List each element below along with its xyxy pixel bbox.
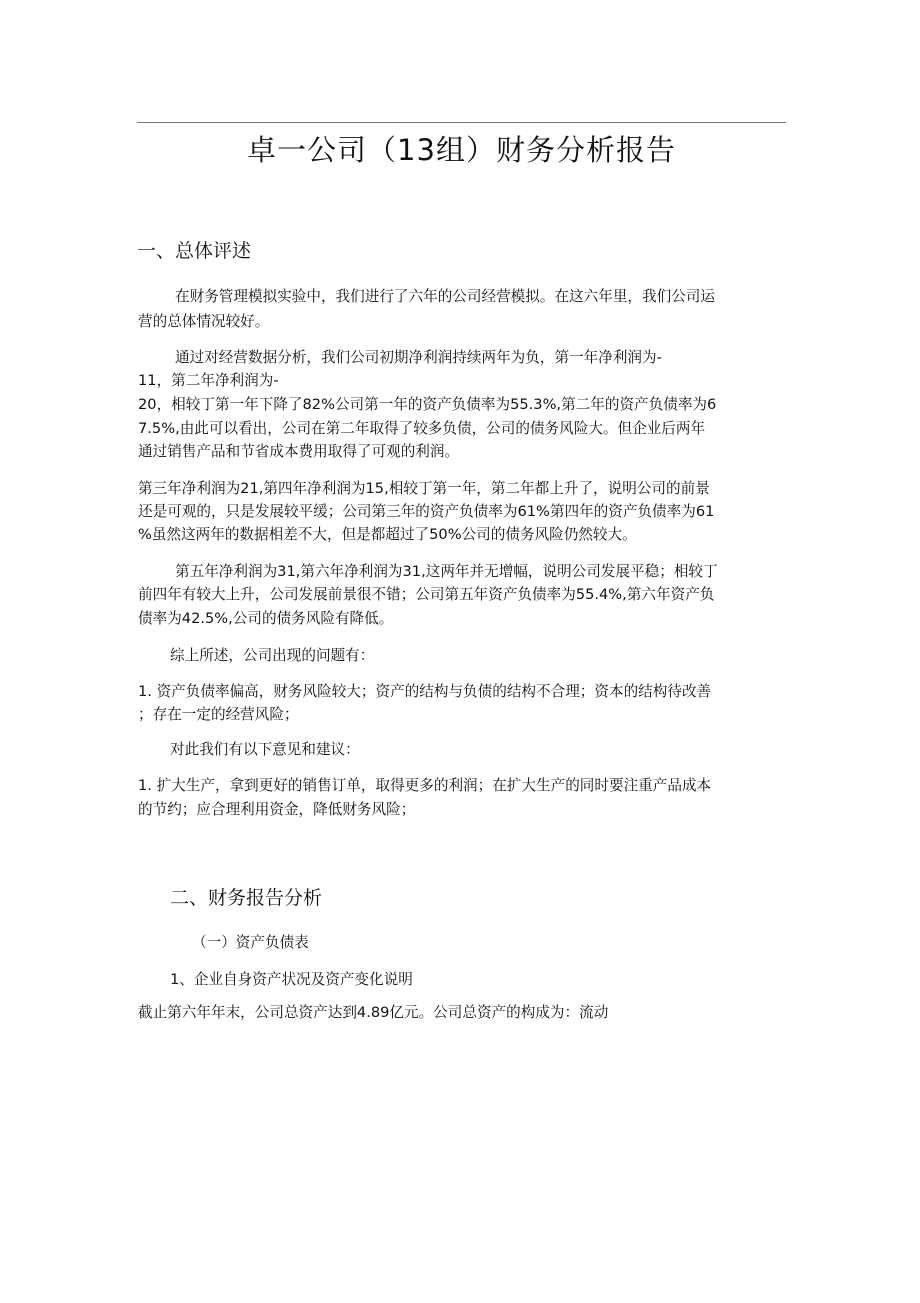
paragraph-line: 还是可观的，只是发展较平缓；公司第三年的资产负债率为61%第四年的资产负债率为61 [138, 503, 715, 520]
paragraph-line: 对此我们有以下意见和建议： [170, 741, 360, 758]
paragraph-line: 20，相较丁第一年下降了82%公司第一年的资产负债率为55.3%,第二年的资产负债率为6 [138, 396, 717, 413]
paragraph-line: 综上所述，公司出现的问题有： [170, 647, 375, 664]
header-rule [137, 122, 786, 123]
paragraph-line: 第三年净利润为21,第四年净利润为15,相较丁第一年，第二年都上升了，说明公司的前景 [138, 480, 710, 497]
paragraph-line: 通过对经营数据分析，我们公司初期净利润持续两年为负，第一年净利润为- [175, 349, 662, 366]
paragraph-line: 截止第六年年末，公司总资产达到4.89亿元。公司总资产的构成为：流动 [138, 1004, 609, 1021]
sub-heading: （一）资产负债表 [192, 934, 309, 951]
paragraph-line: %虽然这两年的数据相差不大，但是都超过了50%公司的债务风险仍然较大。 [138, 526, 637, 543]
list-item-continued: 的节约；应合理利用资金，降低财务风险； [138, 801, 416, 818]
item-heading: 1、企业自身资产状况及资产变化说明 [170, 971, 413, 988]
section-2-heading: 二、财务报告分析 [170, 887, 323, 909]
list-item: 1. 扩大生产，拿到更好的销售订单，取得更多的利润；在扩大生产的同时要注重产品成本 [138, 777, 712, 794]
paragraph-line: 在财务管理模拟实验中，我们进行了六年的公司经营模拟。在这六年里，我们公司运 [175, 288, 715, 305]
list-item: 1. 资产负债率偏高，财务风险较大；资产的结构与负债的结构不合理；资本的结构待改善 [138, 683, 712, 700]
paragraph-line: 前四年有较大上升，公司发展前景很不错；公司第五年资产负债率为55.4%,第六年资产负 [138, 586, 715, 603]
section-1-heading: 一、总体评述 [137, 240, 252, 262]
list-item-continued: ；存在一定的经营风险； [138, 706, 299, 723]
paragraph-line: 11，第二年净利润为- [138, 372, 279, 389]
paragraph-line: 7.5%,由此可以看出，公司在第二年取得了较多负债，公司的债务风险大。但企业后两年 [138, 420, 706, 437]
paragraph-line: 营的总体情况较好。 [138, 313, 270, 330]
page-title: 卓一公司（13组）财务分析报告 [247, 133, 676, 167]
paragraph-line: 第五年净利润为31,第六年净利润为31,这两年并无增幅，说明公司发展平稳；相较丁 [175, 563, 718, 580]
paragraph-line: 债率为42.5%,公司的债务风险有降低。 [138, 610, 394, 627]
paragraph-line: 通过销售产品和节省成本费用取得了可观的利润。 [138, 443, 460, 460]
